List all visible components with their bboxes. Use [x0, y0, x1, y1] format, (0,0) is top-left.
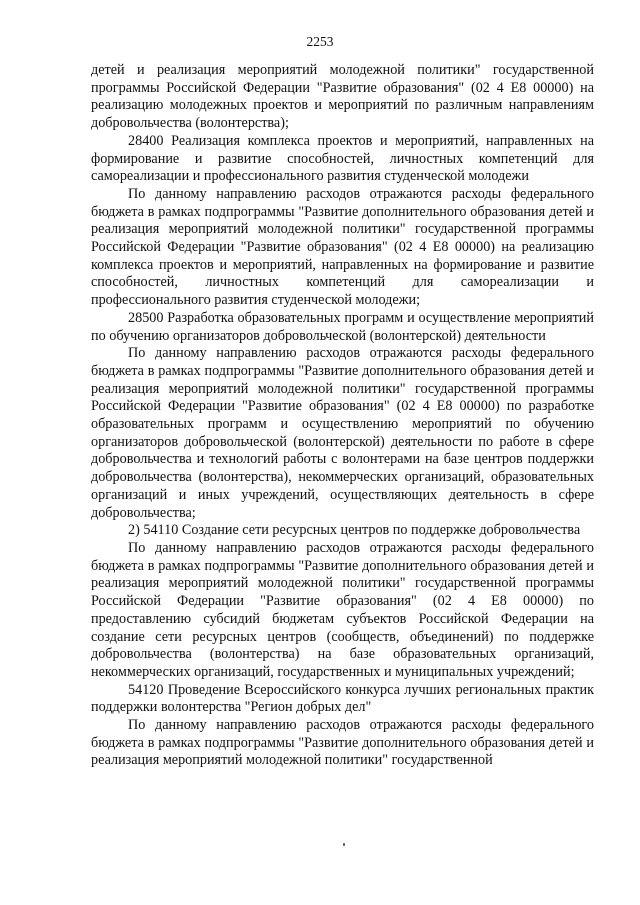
paragraph-code-28500: 28500 Разработка образовательных программ и осуществление мероприятий по обучению организаторов добровольческой (волонтерской) деятельности: [91, 309, 594, 344]
page-number: 2253: [306, 34, 334, 49]
paragraph-description-54110: По данному направлению расходов отражаются расходы федерального бюджета в рамках подпрограммы "Развитие дополнительного образования детей и реализация мероприятий молодежной политики" государственной программы Российской Федерации "Развитие образования" (02 4 Е8 00000) по предоставлению субсидий бюджетам субъектов Российской Федерации на создание сети ресурсных центров (сообществ, объединений) по поддержке добровольчества (волонтерства) на базе образовательных организаций, некоммерческих организаций, государственных и муниципальных учреждений;: [91, 539, 594, 680]
paragraph-code-28400: 28400 Реализация комплекса проектов и мероприятий, направленных на формирование и развитие способностей, личностных компетенций для самореализации и профессионального развития студенческой молодежи: [91, 132, 594, 185]
paragraph-continuation: детей и реализация мероприятий молодежной политики" государственной программы Российской Федерации "Развитие образования" (02 4 Е8 00000) на реализацию молодежных проектов и мероприятий по различным направлениям добровольчества (волонтерства);: [91, 62, 594, 132]
paragraph-description-28500: По данному направлению расходов отражаются расходы федерального бюджета в рамках подпрограммы "Развитие дополнительного образования детей и реализация мероприятий молодежной политики" государственной программы Российской Федерации "Развитие образования" (02 4 Е8 00000) по разработке образовательных программ и осуществлению мероприятий по обучению организаторов добровольческой (волонтерской) деятельности по работе в сфере добровольчества и технологий работы с волонтерами на базе центров поддержки добровольчества (волонтерства), некоммерческих организаций, образовательных организаций и иных учреждений, осуществляющих деятельность в сфере добровольчества;: [91, 345, 594, 521]
paragraph-code-54120: 54120 Проведение Всероссийского конкурса лучших региональных практик поддержки волонтерства "Регион добрых дел": [91, 681, 594, 716]
paragraph-description-28400: По данному направлению расходов отражаются расходы федерального бюджета в рамках подпрограммы "Развитие дополнительного образования детей и реализация мероприятий молодежной политики" государственной программы Российской Федерации "Развитие образования" (02 4 Е8 00000) на реализацию комплекса проектов и мероприятий, направленных на формирование и развитие способностей, личностных компетенций для самореализации и профессионального развития студенческой молодежи;: [91, 185, 594, 309]
paragraph-code-54110: 2) 54110 Создание сети ресурсных центров по поддержке добровольчества: [128, 522, 581, 539]
scan-speck: [343, 843, 345, 846]
paragraph-description-54120: По данному направлению расходов отражаются расходы федерального бюджета в рамках подпрограммы "Развитие дополнительного образования детей и реализация мероприятий молодежной политики" государственной: [91, 717, 594, 769]
document-body: [91, 62, 594, 770]
